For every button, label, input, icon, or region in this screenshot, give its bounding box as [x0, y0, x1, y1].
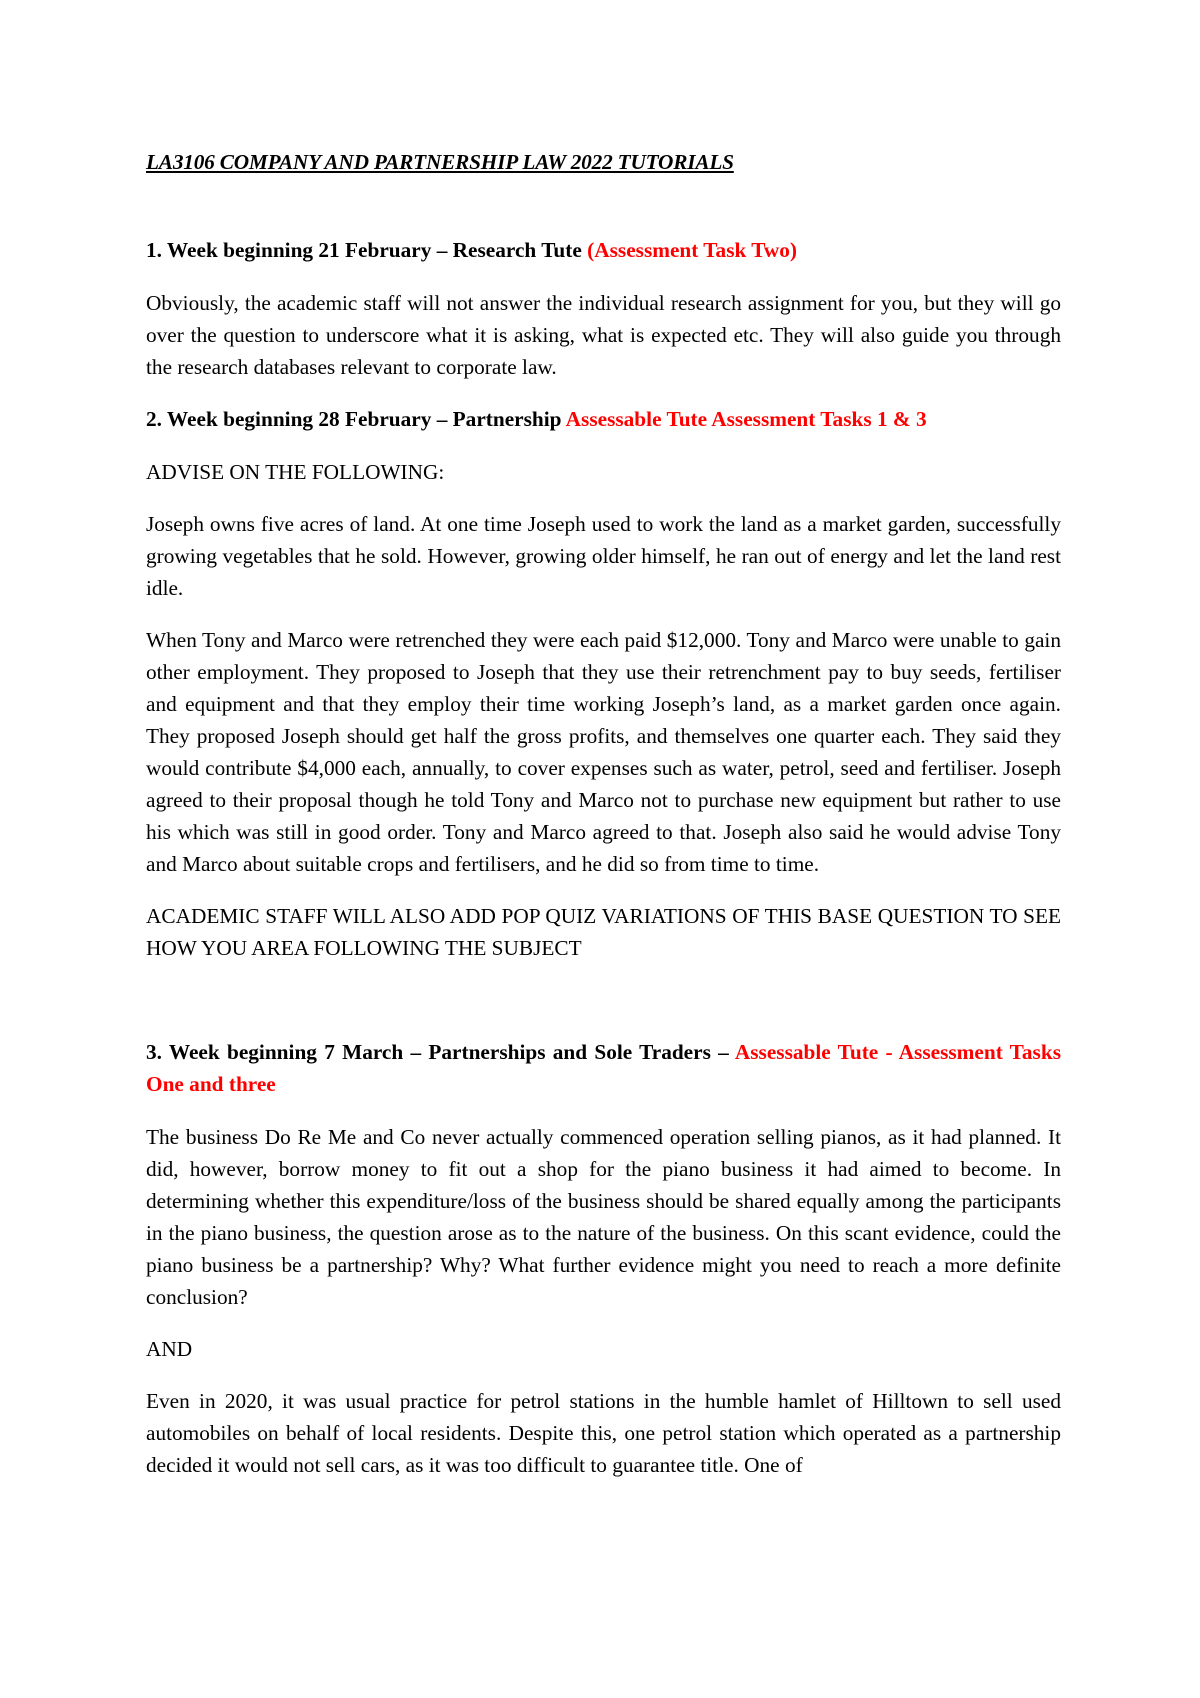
- section-2-paragraph-tony-marco: When Tony and Marco were retrenched they were each paid $12,000. Tony and Marco were unable to gain other employment. They proposed to Joseph that they use their retrenchment pay to buy seeds, fertiliser and equipment and that they employ their time working Joseph’s land, as a market garden once again. They proposed Joseph should get half the gross profits, and themselves one quarter each. They said they would contribute $4,000 each, annually, to cover expenses such as water, petrol, seed and fertiliser. Joseph agreed to their proposal though he told Tony and Marco not to purchase new equipment but rather to use his which was still in good order. Tony and Marco agreed to that. Joseph also said he would advise Tony and Marco about suitable crops and fertilisers, and he did so from time to time.: [146, 628, 1061, 876]
- section-spacer: [146, 984, 1061, 1036]
- section-1-heading-assessment: (Assessment Task Two): [587, 238, 798, 262]
- section-3-paragraph-petrol: Even in 2020, it was usual practice for petrol stations in the humble hamlet of Hilltown to sell used automobiles on behalf of local residents. Despite this, one petrol station which operated as a partnership decided it would not sell cars, as it was too difficult to guarantee title. One of: [146, 1389, 1061, 1477]
- section-3-heading-text: 3. Week beginning 7 March – Partnerships and Sole Traders –: [146, 1040, 735, 1064]
- section-3-heading: [146, 1036, 1061, 1100]
- document-body: [146, 146, 1061, 1501]
- section-2-paragraph-pop-quiz: ACADEMIC STAFF WILL ALSO ADD POP QUIZ VARIATIONS OF THIS BASE QUESTION TO SEE HOW YOU AREA FOLLOWING THE SUBJECT: [146, 904, 1061, 960]
- section-2-instruction: ADVISE ON THE FOLLOWING:: [146, 460, 445, 484]
- section-2-heading-text: 2. Week beginning 28 February – Partnership: [146, 407, 566, 431]
- document-title: LA3106 COMPANY AND PARTNERSHIP LAW 2022 TUTORIALS: [146, 150, 734, 174]
- section-2-heading-assessment: Assessable Tute Assessment Tasks 1 & 3: [565, 407, 927, 431]
- section-3-and: AND: [146, 1337, 193, 1361]
- section-2-paragraph-joseph: Joseph owns five acres of land. At one time Joseph used to work the land as a market garden, successfully growing vegetables that he sold. However, growing older himself, he ran out of energy and let the land rest idle.: [146, 512, 1061, 600]
- section-3-paragraph-piano: The business Do Re Me and Co never actually commenced operation selling pianos, as it had planned. It did, however, borrow money to fit out a shop for the piano business it had aimed to become. In determining whether this expenditure/loss of the business should be shared equally among the participants in the piano business, the question arose as to the nature of the business. On this scant evidence, could the piano business be a partnership? Why? What further evidence might you need to reach a more definite conclusion?: [146, 1125, 1061, 1309]
- section-3-heading-assessment: Assessable Tute - Assessment Tasks One and three: [146, 1040, 1061, 1096]
- section-1-heading: [146, 234, 1061, 266]
- section-1-paragraph: Obviously, the academic staff will not answer the individual research assignment for you, but they will go over the question to underscore what it is asking, what is expected etc. They will also guide you through the research databases relevant to corporate law.: [146, 291, 1061, 379]
- section-1-heading-text: 1. Week beginning 21 February – Research Tute: [146, 238, 588, 262]
- section-2-heading: [146, 403, 1061, 435]
